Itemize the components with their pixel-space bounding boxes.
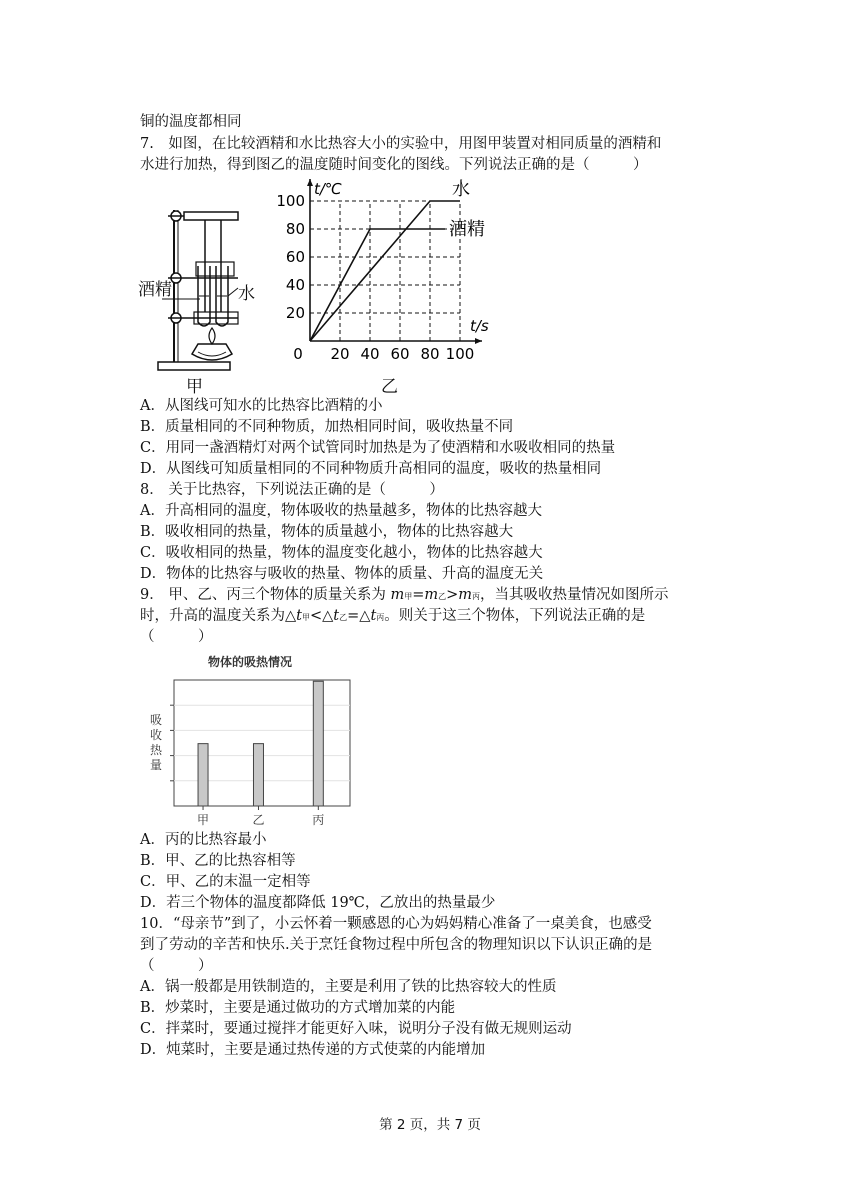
q8-option-b: B．吸收相同的热量，物体的质量越小，物体的比热容越大 <box>140 524 514 540</box>
x-tick-label: 20 <box>330 345 350 363</box>
mass-symbol: m <box>424 587 439 603</box>
q10-stem-line2: 到了劳动的辛苦和快乐.关于烹饪食物过程中所包含的物理知识以下认识正确的是 <box>140 937 653 953</box>
bar-1 <box>253 744 263 806</box>
category-label: 乙 <box>252 813 265 827</box>
y-axis-arrow <box>307 179 313 186</box>
q7-option-d: D．从图线可知质量相同的不同种物质升高相同的温度，吸收的热量相同 <box>140 461 602 477</box>
q7-option-a: A．从图线可知水的比热容比酒精的小 <box>140 398 383 414</box>
q9-option-d: D．若三个物体的温度都降低 19℃，乙放出的热量最少 <box>140 895 496 911</box>
y-axis-label-char: 量 <box>149 758 163 772</box>
q10-option-b: B．炒菜时，主要是通过做功的方式增加菜的内能 <box>140 1000 456 1016</box>
y-tick-label: 60 <box>285 248 305 266</box>
subscript: 甲 <box>404 592 413 601</box>
q10-stem-line3: （ ） <box>140 958 213 974</box>
x-axis-arrow <box>475 338 482 344</box>
q10-option-c: C．拌菜时，要通过搅拌才能更好入味，说明分子没有做无规则运动 <box>140 1021 572 1037</box>
q9-stem-line2 <box>140 606 645 628</box>
operator: = <box>412 587 425 603</box>
page-footer: 第 2 页，共 7 页 <box>379 1117 481 1133</box>
x-tick-label: 80 <box>420 345 440 363</box>
q9-option-a: A．丙的比热容最小 <box>140 832 267 848</box>
x-axis-label: t/s <box>470 317 489 335</box>
subscript: 乙 <box>438 592 447 601</box>
caption-yi: 乙 <box>381 377 398 397</box>
subscript: 丙 <box>472 592 481 601</box>
q8-option-d: D．物体的比热容与吸收的热量、物体的质量、升高的温度无关 <box>140 566 544 582</box>
q10-stem-line1: 10．“母亲节”到了，小云怀着一颗感恩的心为妈妈精心准备了一桌美食，也感受 <box>140 916 652 932</box>
y-axis-label-char: 吸 <box>149 713 163 727</box>
continued-text: 铜的温度都相同 <box>140 114 242 130</box>
y-tick-label: 40 <box>285 276 305 294</box>
subscript: 丙 <box>376 613 385 622</box>
q9-text: ，当其吸收热量情况如图所示 <box>480 587 669 603</box>
series-line-0 <box>310 201 460 341</box>
q7-stem-line2: 水进行加热，得到图乙的温度随时间变化的图线。下列说法正确的是（ ） <box>140 157 648 173</box>
heat-absorption-bar-chart <box>140 650 370 828</box>
q7-stem-line1: 7. 如图，在比较酒精和水比热容大小的实验中，用图甲装置对相同质量的酒精和 <box>140 136 662 152</box>
chart-title: 物体的吸热情况 <box>207 655 293 669</box>
temp-symbol: t <box>333 608 340 624</box>
x-tick-label: 60 <box>390 345 410 363</box>
category-label: 丙 <box>312 813 325 827</box>
y-axis-label: t/℃ <box>314 180 342 198</box>
temperature-time-graph <box>268 176 508 366</box>
mass-symbol: m <box>458 587 473 603</box>
y-axis-label-char: 热 <box>149 743 163 757</box>
q9-text: 9． 甲、乙、丙三个物体的质量关系为 <box>140 587 391 603</box>
q7-option-b: B．质量相同的不同种物质，加热相同时间，吸收热量不同 <box>140 419 514 435</box>
q9-stem-line3: （ ） <box>140 629 213 645</box>
q7-option-c: C．用同一盏酒精灯对两个试管同时加热是为了使酒精和水吸收相同的热量 <box>140 440 616 456</box>
x-tick-label: 40 <box>360 345 380 363</box>
subscript: 甲 <box>301 613 310 622</box>
q8-stem: 8． 关于比热容，下列说法正确的是（ ） <box>140 482 444 498</box>
q9-text: 时，升高的温度关系为△ <box>140 608 297 624</box>
caption-jia: 甲 <box>186 377 203 397</box>
q10-option-d: D．炖菜时，主要是通过热传递的方式使菜的内能增加 <box>140 1042 486 1058</box>
y-tick-label: 80 <box>285 220 305 238</box>
series-label-0: 水 <box>452 179 470 200</box>
operator: > <box>446 587 459 603</box>
q9-option-b: B．甲、乙的比热容相等 <box>140 853 296 869</box>
mass-symbol: m <box>390 587 405 603</box>
category-label: 甲 <box>197 813 210 827</box>
bar-0 <box>198 744 208 806</box>
subscript: 乙 <box>339 613 348 622</box>
origin-label: 0 <box>293 345 303 363</box>
q8-option-c: C．吸收相同的热量，物体的温度变化越小，物体的比热容越大 <box>140 545 543 561</box>
q9-option-c: C．甲、乙的末温一定相等 <box>140 874 311 890</box>
series-label-1: 酒精 <box>449 219 485 240</box>
label-water: 水 <box>238 284 255 304</box>
y-axis-label-char: 收 <box>149 728 163 742</box>
q9-text: 。则关于这三个物体，下列说法正确的是 <box>384 608 646 624</box>
temp-symbol: t <box>370 608 377 624</box>
bar-2 <box>313 681 323 806</box>
y-tick-label: 100 <box>276 192 305 210</box>
label-alcohol: 酒精 <box>138 280 172 300</box>
q9-stem-line1 <box>140 585 669 607</box>
operator: <△ <box>309 608 334 624</box>
x-tick-label: 100 <box>445 345 475 363</box>
operator: =△ <box>347 608 371 624</box>
q8-option-a: A．升高相同的温度，物体吸收的热量越多，物体的比热容越大 <box>140 503 542 519</box>
y-tick-label: 20 <box>285 304 305 322</box>
q10-option-a: A．锅一般都是用铁制造的，主要是利用了铁的比热容较大的性质 <box>140 979 557 995</box>
temp-symbol: t <box>296 608 302 624</box>
